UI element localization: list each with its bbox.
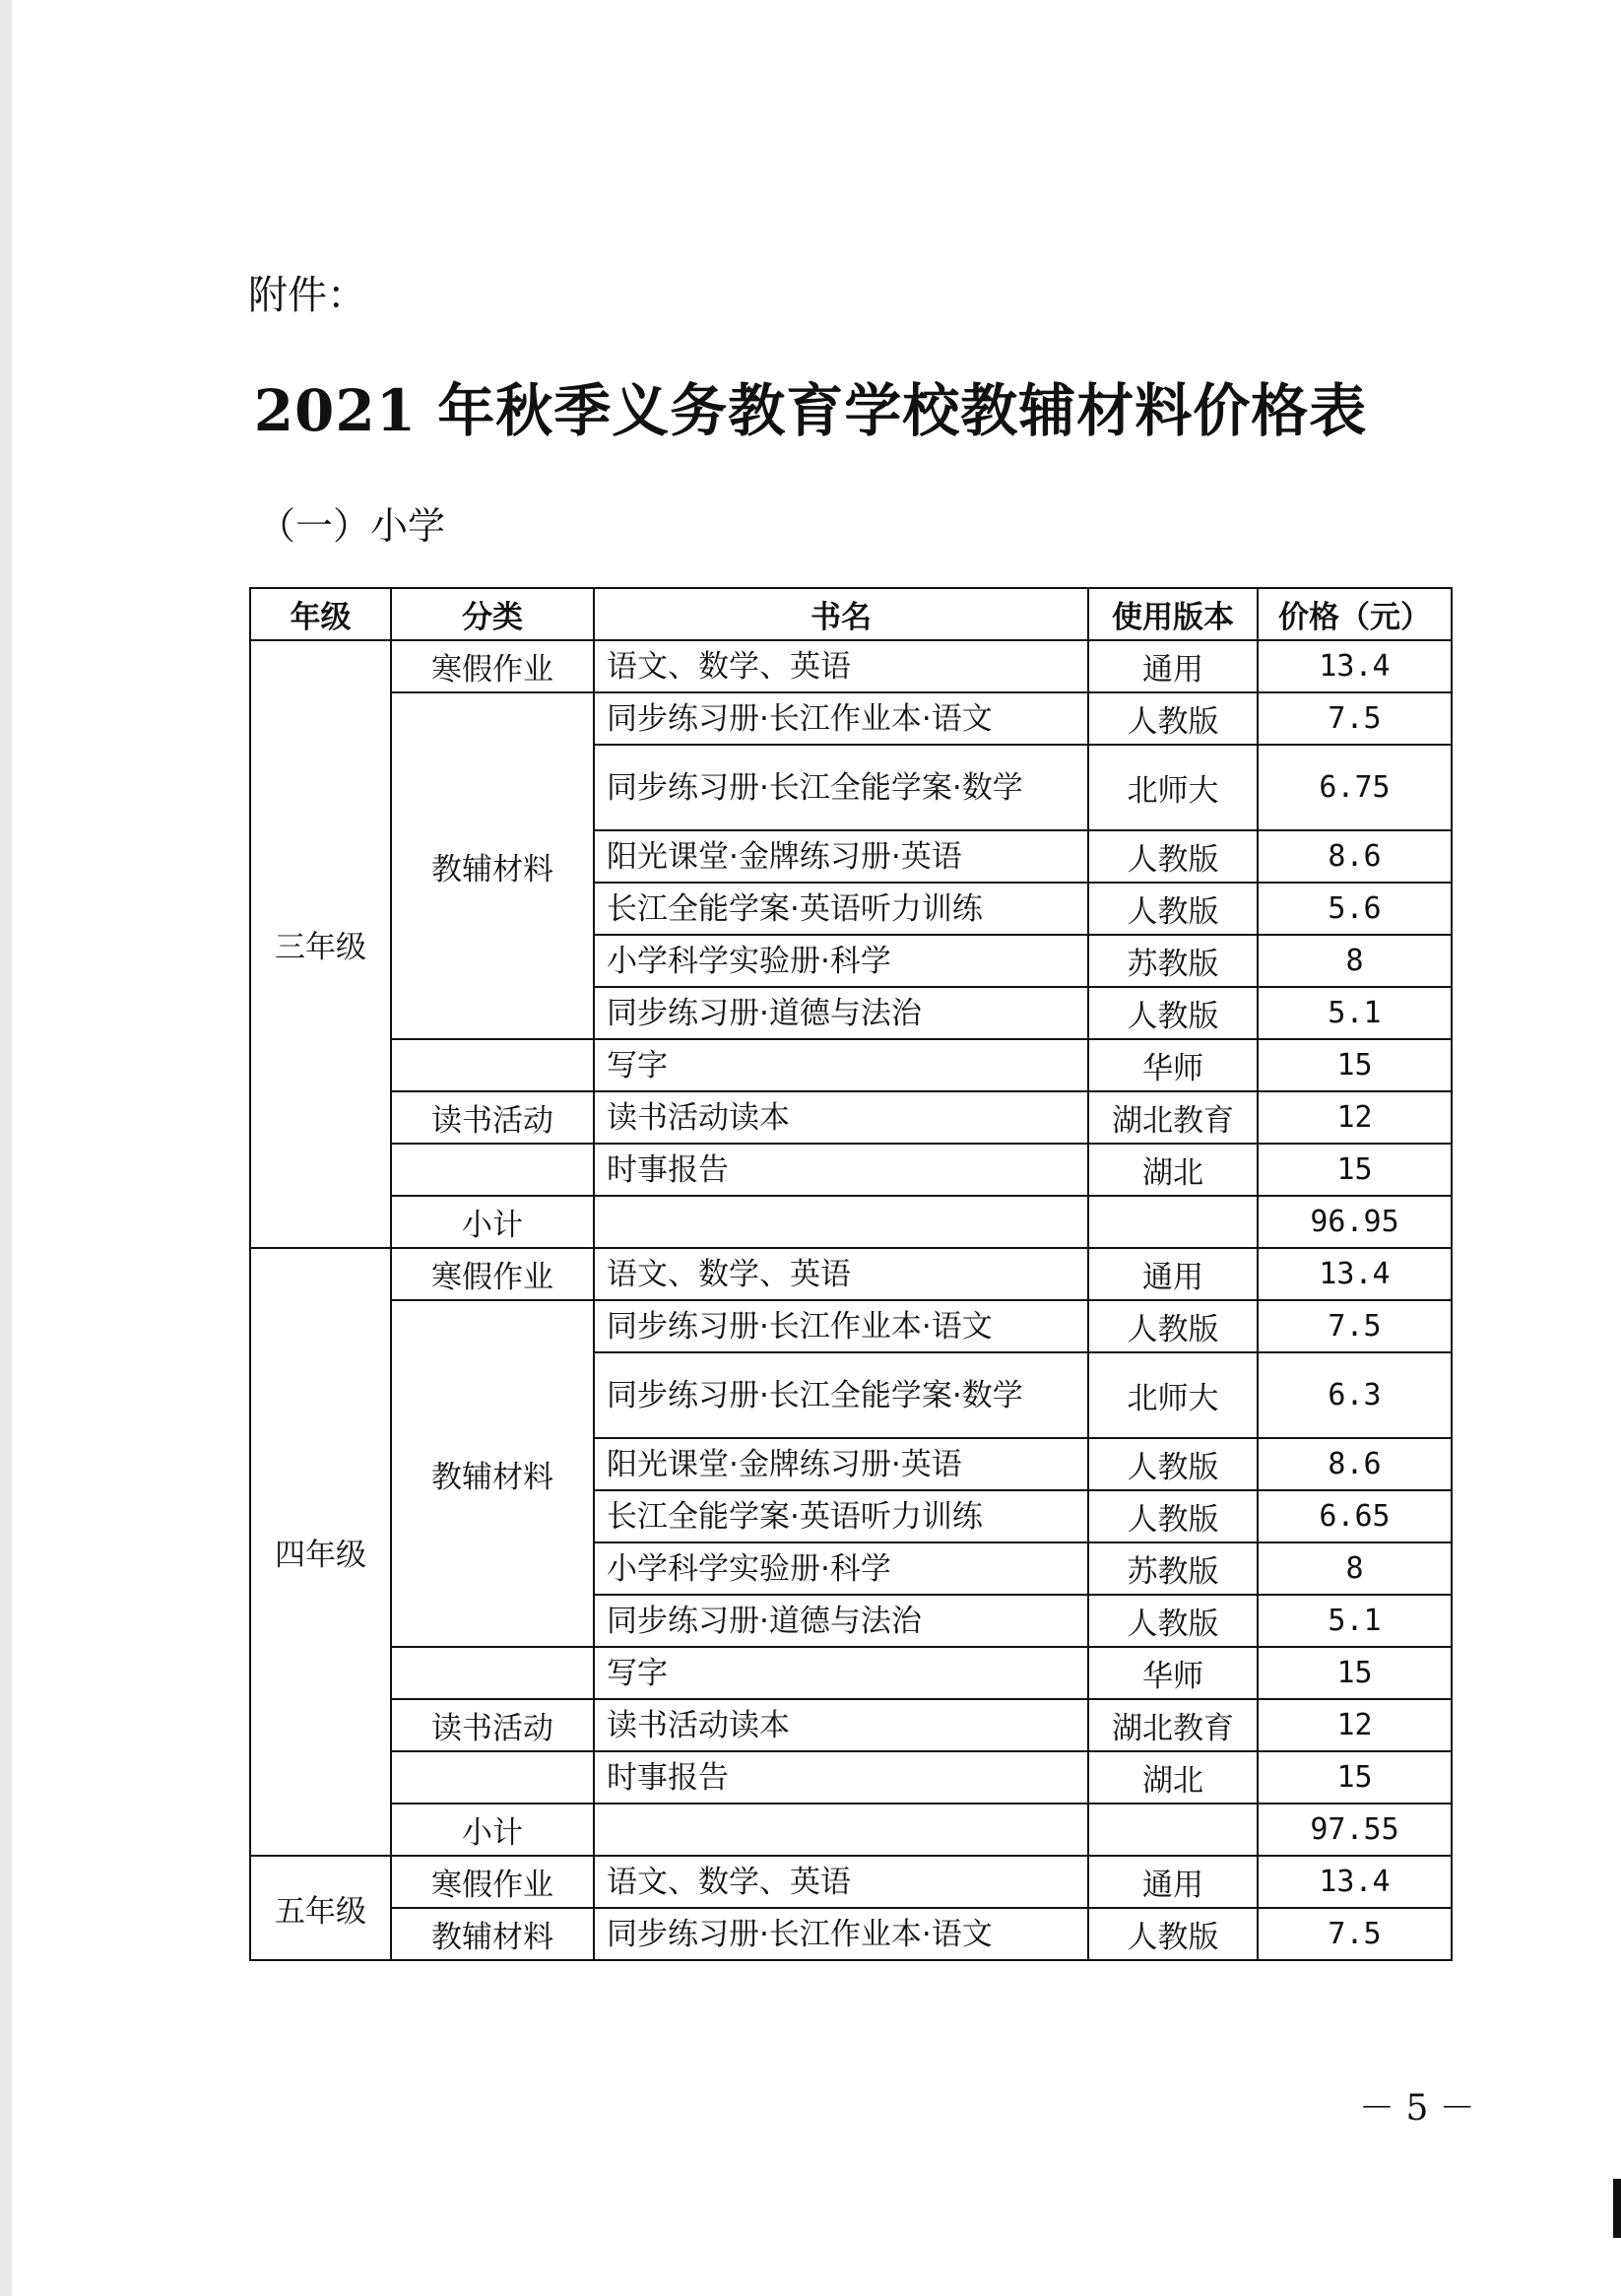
category-cell: 寒假作业 — [391, 1248, 594, 1300]
price-cell: 5.1 — [1258, 987, 1452, 1039]
price-cell: 6.65 — [1258, 1490, 1452, 1542]
edition-cell: 北师大 — [1088, 1352, 1258, 1438]
table-header-row — [250, 588, 1452, 640]
book-cell: 时事报告 — [594, 1751, 1088, 1804]
book-cell: 同步练习册·长江全能学案·数学 — [594, 745, 1088, 830]
price-table — [249, 587, 1453, 1961]
price-cell: 15 — [1258, 1647, 1452, 1699]
table-row — [250, 1751, 1452, 1804]
price-cell: 5.1 — [1258, 1595, 1452, 1647]
table-row — [250, 640, 1452, 692]
category-cell: 寒假作业 — [391, 1856, 594, 1908]
edition-cell: 湖北教育 — [1088, 1699, 1258, 1751]
table-row — [250, 1248, 1452, 1300]
edition-cell: 华师 — [1088, 1647, 1258, 1699]
edition-cell: 人教版 — [1088, 830, 1258, 883]
price-cell: 6.75 — [1258, 745, 1452, 830]
header-price: 价格（元） — [1258, 588, 1452, 640]
book-cell: 语文、数学、英语 — [594, 1248, 1088, 1300]
grade-cell: 五年级 — [250, 1856, 391, 1960]
edition-cell: 通用 — [1088, 640, 1258, 692]
category-cell: 教辅材料 — [391, 692, 594, 1039]
book-cell: 读书活动读本 — [594, 1699, 1088, 1751]
table-row — [250, 692, 1452, 745]
page-left-edge — [0, 0, 12, 2296]
book-cell-empty — [594, 1804, 1088, 1856]
book-cell: 同步练习册·道德与法治 — [594, 1595, 1088, 1647]
book-cell: 写字 — [594, 1647, 1088, 1699]
price-cell: 8.6 — [1258, 830, 1452, 883]
book-cell: 同步练习册·长江全能学案·数学 — [594, 1352, 1088, 1438]
category-cell-empty — [391, 1039, 594, 1091]
price-cell: 6.3 — [1258, 1352, 1452, 1438]
header-grade: 年级 — [250, 588, 391, 640]
price-cell: 12 — [1258, 1699, 1452, 1751]
table-row — [250, 1856, 1452, 1908]
price-cell: 5.6 — [1258, 883, 1452, 935]
edition-cell: 人教版 — [1088, 692, 1258, 745]
price-cell: 7.5 — [1258, 692, 1452, 745]
edition-cell: 通用 — [1088, 1856, 1258, 1908]
price-cell: 8.6 — [1258, 1438, 1452, 1490]
edition-cell: 湖北教育 — [1088, 1091, 1258, 1144]
price-cell: 7.5 — [1258, 1300, 1452, 1352]
edition-cell: 人教版 — [1088, 987, 1258, 1039]
book-cell-empty — [594, 1196, 1088, 1248]
table-row — [250, 1647, 1452, 1699]
edition-cell: 人教版 — [1088, 1300, 1258, 1352]
category-cell: 读书活动 — [391, 1091, 594, 1144]
subtotal-label: 小计 — [391, 1804, 594, 1856]
price-cell: 8 — [1258, 935, 1452, 987]
book-cell: 同步练习册·道德与法治 — [594, 987, 1088, 1039]
price-cell: 13.4 — [1258, 640, 1452, 692]
table-row — [250, 1908, 1452, 1960]
table-row — [250, 1144, 1452, 1196]
price-cell: 15 — [1258, 1039, 1452, 1091]
table-row — [250, 1699, 1452, 1751]
edition-cell: 苏教版 — [1088, 1542, 1258, 1595]
book-cell: 阳光课堂·金牌练习册·英语 — [594, 1438, 1088, 1490]
grade-cell: 三年级 — [250, 640, 391, 1248]
book-cell: 小学科学实验册·科学 — [594, 1542, 1088, 1595]
table-row — [250, 1091, 1452, 1144]
subtotal-value: 96.95 — [1258, 1196, 1452, 1248]
edition-cell: 人教版 — [1088, 883, 1258, 935]
edition-cell: 北师大 — [1088, 745, 1258, 830]
price-cell: 13.4 — [1258, 1856, 1452, 1908]
category-cell-empty — [391, 1144, 594, 1196]
header-book-name: 书名 — [594, 588, 1088, 640]
subtotal-label: 小计 — [391, 1196, 594, 1248]
book-cell: 小学科学实验册·科学 — [594, 935, 1088, 987]
subtotal-row — [250, 1196, 1452, 1248]
book-cell: 读书活动读本 — [594, 1091, 1088, 1144]
book-cell: 同步练习册·长江作业本·语文 — [594, 692, 1088, 745]
edition-cell: 人教版 — [1088, 1595, 1258, 1647]
book-cell: 同步练习册·长江作业本·语文 — [594, 1908, 1088, 1960]
edition-cell: 湖北 — [1088, 1751, 1258, 1804]
edition-cell: 苏教版 — [1088, 935, 1258, 987]
category-cell: 教辅材料 — [391, 1908, 594, 1960]
price-cell: 8 — [1258, 1542, 1452, 1595]
book-cell: 同步练习册·长江作业本·语文 — [594, 1300, 1088, 1352]
attachment-label: 附件： — [248, 273, 366, 318]
edition-cell: 通用 — [1088, 1248, 1258, 1300]
edition-cell: 人教版 — [1088, 1908, 1258, 1960]
price-cell: 15 — [1258, 1144, 1452, 1196]
price-cell: 7.5 — [1258, 1908, 1452, 1960]
edition-cell: 人教版 — [1088, 1490, 1258, 1542]
category-cell-empty — [391, 1751, 594, 1804]
book-cell: 长江全能学案·英语听力训练 — [594, 883, 1088, 935]
edition-cell: 湖北 — [1088, 1144, 1258, 1196]
book-cell: 阳光课堂·金牌练习册·英语 — [594, 830, 1088, 883]
price-cell: 15 — [1258, 1751, 1452, 1804]
section-heading: （一）小学 — [258, 504, 446, 548]
page-title: 2021 年秋季义务教育学校教辅材料价格表 — [253, 377, 1368, 444]
book-cell: 长江全能学案·英语听力训练 — [594, 1490, 1088, 1542]
book-cell: 时事报告 — [594, 1144, 1088, 1196]
edition-cell: 人教版 — [1088, 1438, 1258, 1490]
category-cell: 教辅材料 — [391, 1300, 594, 1647]
edition-cell: 华师 — [1088, 1039, 1258, 1091]
header-category: 分类 — [391, 588, 594, 640]
price-cell: 12 — [1258, 1091, 1452, 1144]
page-number: － 5 － — [1359, 2088, 1475, 2129]
book-cell: 语文、数学、英语 — [594, 1856, 1088, 1908]
price-cell: 13.4 — [1258, 1248, 1452, 1300]
edition-cell-empty — [1088, 1196, 1258, 1248]
category-cell: 读书活动 — [391, 1699, 594, 1751]
subtotal-row — [250, 1804, 1452, 1856]
book-cell: 写字 — [594, 1039, 1088, 1091]
edition-cell-empty — [1088, 1804, 1258, 1856]
book-cell: 语文、数学、英语 — [594, 640, 1088, 692]
subtotal-value: 97.55 — [1258, 1804, 1452, 1856]
page-edge-mark — [1613, 2179, 1621, 2238]
header-edition: 使用版本 — [1088, 588, 1258, 640]
grade-cell: 四年级 — [250, 1248, 391, 1856]
category-cell: 寒假作业 — [391, 640, 594, 692]
table-row — [250, 1300, 1452, 1352]
category-cell-empty — [391, 1647, 594, 1699]
table-row — [250, 1039, 1452, 1091]
